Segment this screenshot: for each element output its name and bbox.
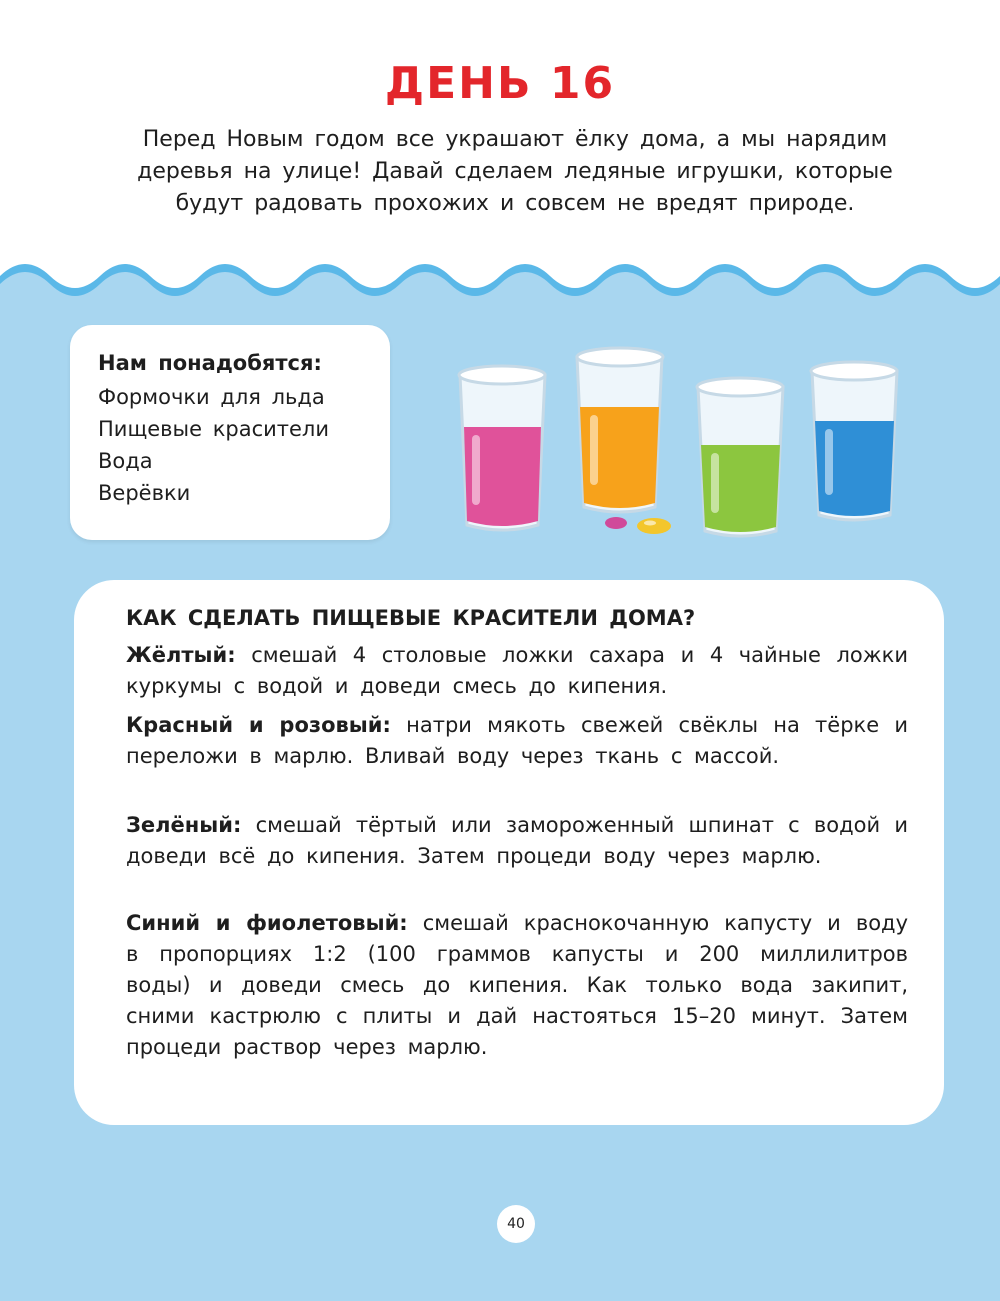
intro-line: Перед Новым годом все украшают ёлку дома, а мы нарядим bbox=[142, 127, 888, 152]
page-title: ДЕНЬ 16 bbox=[384, 58, 616, 109]
recipe-red-pink bbox=[126, 710, 908, 772]
green-liquid-glass-icon bbox=[697, 378, 783, 536]
supply-item: Пищевые красители bbox=[98, 417, 329, 441]
supply-item: Вода bbox=[98, 449, 153, 473]
candy-drops-icon bbox=[605, 517, 671, 534]
supplies-title: Нам понадобятся: bbox=[98, 351, 322, 375]
recipe-text: смешай 4 столовые ложки сахара и 4 чайные ложки куркумы с водой и доведи смесь до кипения. bbox=[126, 643, 908, 698]
recipes-title: КАК СДЕЛАТЬ ПИЩЕВЫЕ КРАСИТЕЛИ ДОМА? bbox=[126, 606, 696, 630]
colored-glasses-illustration bbox=[440, 335, 910, 545]
supplies-card bbox=[70, 325, 390, 540]
recipe-text: смешай краснокочанную капусту и воду в пропорциях 1:2 (100 граммов капусты и 200 миллилитров воды) и доведи смесь до кипения. Как только вода закипит, сними кастрюлю с плиты и дай настояться 15–20 минут. Затем процеди раствор через марлю. bbox=[126, 911, 908, 1059]
blue-liquid-glass-icon bbox=[811, 362, 897, 520]
intro-line: будут радовать прохожих и совсем не вредят природе. bbox=[175, 191, 855, 216]
recipes-card bbox=[74, 580, 944, 1125]
recipe-blue-violet bbox=[126, 908, 908, 1063]
intro-paragraph bbox=[80, 124, 950, 220]
supplies-list bbox=[98, 381, 329, 509]
recipe-name: Жёлтый: bbox=[126, 643, 236, 667]
recipe-name: Красный и розовый: bbox=[126, 713, 391, 737]
recipe-text: натри мякоть свежей свёклы на тёрке и переложи в марлю. Вливай воду через ткань с массой. bbox=[126, 713, 908, 768]
supply-item: Верёвки bbox=[98, 481, 191, 505]
recipe-yellow bbox=[126, 640, 908, 702]
orange-liquid-glass-icon bbox=[577, 348, 663, 512]
recipe-green bbox=[126, 810, 908, 872]
pink-liquid-glass-icon bbox=[459, 366, 545, 530]
recipe-name: Зелёный: bbox=[126, 813, 242, 837]
supply-item: Формочки для льда bbox=[98, 385, 325, 409]
intro-line: деревья на улице! Давай сделаем ледяные игрушки, которые bbox=[137, 159, 893, 184]
recipe-text: смешай тёртый или замороженный шпинат с водой и доведи всё до кипения. Затем процеди воду через марлю. bbox=[126, 813, 908, 868]
recipe-name: Синий и фиолетовый: bbox=[126, 911, 408, 935]
page-number: 40 bbox=[497, 1205, 535, 1243]
